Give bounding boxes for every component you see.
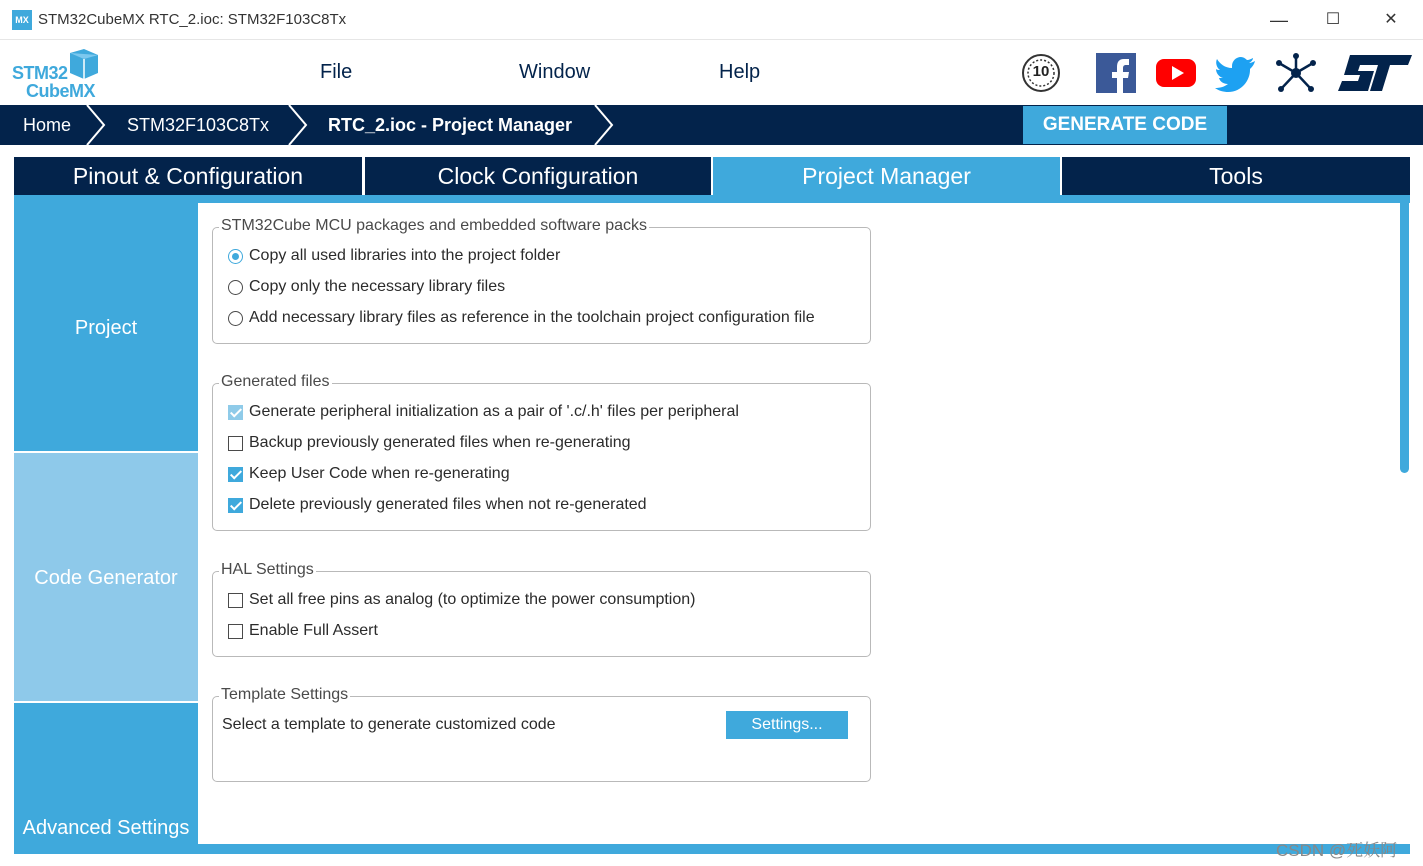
checkbox-icon[interactable] — [228, 593, 243, 608]
option-label: Add necessary library files as reference in the toolchain project configuration file — [249, 309, 815, 326]
option-label: Backup previously generated files when re-generating — [249, 434, 631, 451]
facebook-icon[interactable] — [1096, 53, 1136, 93]
option-label: Keep User Code when re-generating — [249, 465, 510, 482]
window-title: STM32CubeMX RTC_2.ioc: STM32F103C8Tx — [38, 11, 347, 28]
checkbox-icon[interactable] — [228, 624, 243, 639]
packages-group — [212, 217, 871, 344]
menu-window[interactable]: Window — [519, 61, 591, 83]
close-button[interactable]: ✕ — [1384, 11, 1398, 28]
tab-project-manager[interactable]: Project Manager — [713, 157, 1060, 195]
checkbox-icon[interactable] — [228, 405, 243, 420]
sidebar — [14, 203, 198, 844]
sidebar-item-project[interactable] — [14, 203, 198, 451]
sidebar-item-code-generator[interactable] — [14, 453, 198, 701]
radio-icon[interactable] — [228, 280, 243, 295]
option-label: Generate peripheral initialization as a pair of '.c/.h' files per peripheral — [249, 403, 739, 420]
breadcrumb-chevron-icon — [84, 105, 108, 145]
sidebar-item-label: Advanced Settings — [22, 817, 190, 839]
breadcrumb-mcu[interactable]: STM32F103C8Tx — [127, 115, 270, 135]
bottom-bar — [14, 844, 1410, 854]
logo-line2: CubeMX — [26, 81, 95, 101]
window-titlebar — [0, 0, 1423, 40]
main-tabs — [14, 157, 1410, 195]
radio-icon[interactable] — [228, 311, 243, 326]
tab-tools[interactable]: Tools — [1062, 157, 1410, 195]
template-settings-group — [212, 686, 871, 782]
option-label: Copy only the necessary library files — [249, 278, 506, 295]
menu-help[interactable]: Help — [719, 61, 761, 83]
anniversary-10-icon[interactable] — [1020, 53, 1062, 93]
menu-file[interactable]: File — [320, 61, 353, 83]
sidebar-item-label: Code Generator — [34, 567, 178, 589]
scrollbar-thumb[interactable] — [1400, 195, 1409, 473]
radio-selected-icon[interactable] — [228, 249, 243, 264]
network-icon[interactable] — [1275, 53, 1317, 93]
checkbox-icon[interactable] — [228, 467, 243, 482]
group-title: HAL Settings — [221, 561, 314, 578]
sidebar-item-advanced-settings[interactable] — [14, 703, 198, 844]
logo-line1: STM32 — [12, 63, 68, 83]
option-label: Set all free pins as analog (to optimize the power consumption) — [249, 591, 696, 608]
watermark: CSDN @死妖阿 — [1276, 841, 1398, 860]
breadcrumb-home[interactable]: Home — [23, 115, 72, 135]
minimize-button[interactable]: — — [1270, 10, 1288, 30]
hal-settings-group — [212, 561, 871, 657]
option-label: Enable Full Assert — [249, 622, 378, 639]
option-label: Delete previously generated files when not re-generated — [249, 496, 647, 513]
st-logo-icon[interactable] — [1338, 53, 1412, 93]
twitter-icon[interactable] — [1215, 53, 1257, 93]
app-icon: MX — [12, 10, 32, 30]
youtube-icon[interactable] — [1156, 53, 1196, 93]
maximize-button[interactable]: ☐ — [1325, 11, 1341, 28]
group-title: STM32Cube MCU packages and embedded software packs — [221, 217, 647, 234]
generated-files-group — [212, 373, 871, 531]
breadcrumb-chevron-icon — [286, 105, 310, 145]
template-description: Select a template to generate customized code — [222, 716, 556, 733]
breadcrumb-chevron-icon — [592, 105, 616, 145]
breadcrumb-project[interactable]: RTC_2.ioc - Project Manager — [328, 115, 573, 135]
generate-code-button[interactable]: GENERATE CODE — [1023, 106, 1227, 144]
sidebar-item-label: Project — [74, 317, 138, 339]
tab-pinout-configuration[interactable]: Pinout & Configuration — [14, 157, 362, 195]
checkbox-icon[interactable] — [228, 436, 243, 451]
option-label: Copy all used libraries into the project folder — [249, 247, 561, 264]
tab-underline — [14, 195, 1410, 203]
group-title: Generated files — [221, 373, 330, 390]
checkbox-icon[interactable] — [228, 498, 243, 513]
stm32cubemx-logo — [12, 49, 102, 101]
menu-bar — [0, 41, 1423, 105]
template-settings-button[interactable]: Settings... — [726, 711, 848, 739]
tab-clock-configuration[interactable]: Clock Configuration — [365, 157, 711, 195]
group-title: Template Settings — [221, 686, 349, 703]
anniversary-badge-number: 10 — [1032, 63, 1050, 80]
code-generator-panel — [198, 203, 1410, 844]
